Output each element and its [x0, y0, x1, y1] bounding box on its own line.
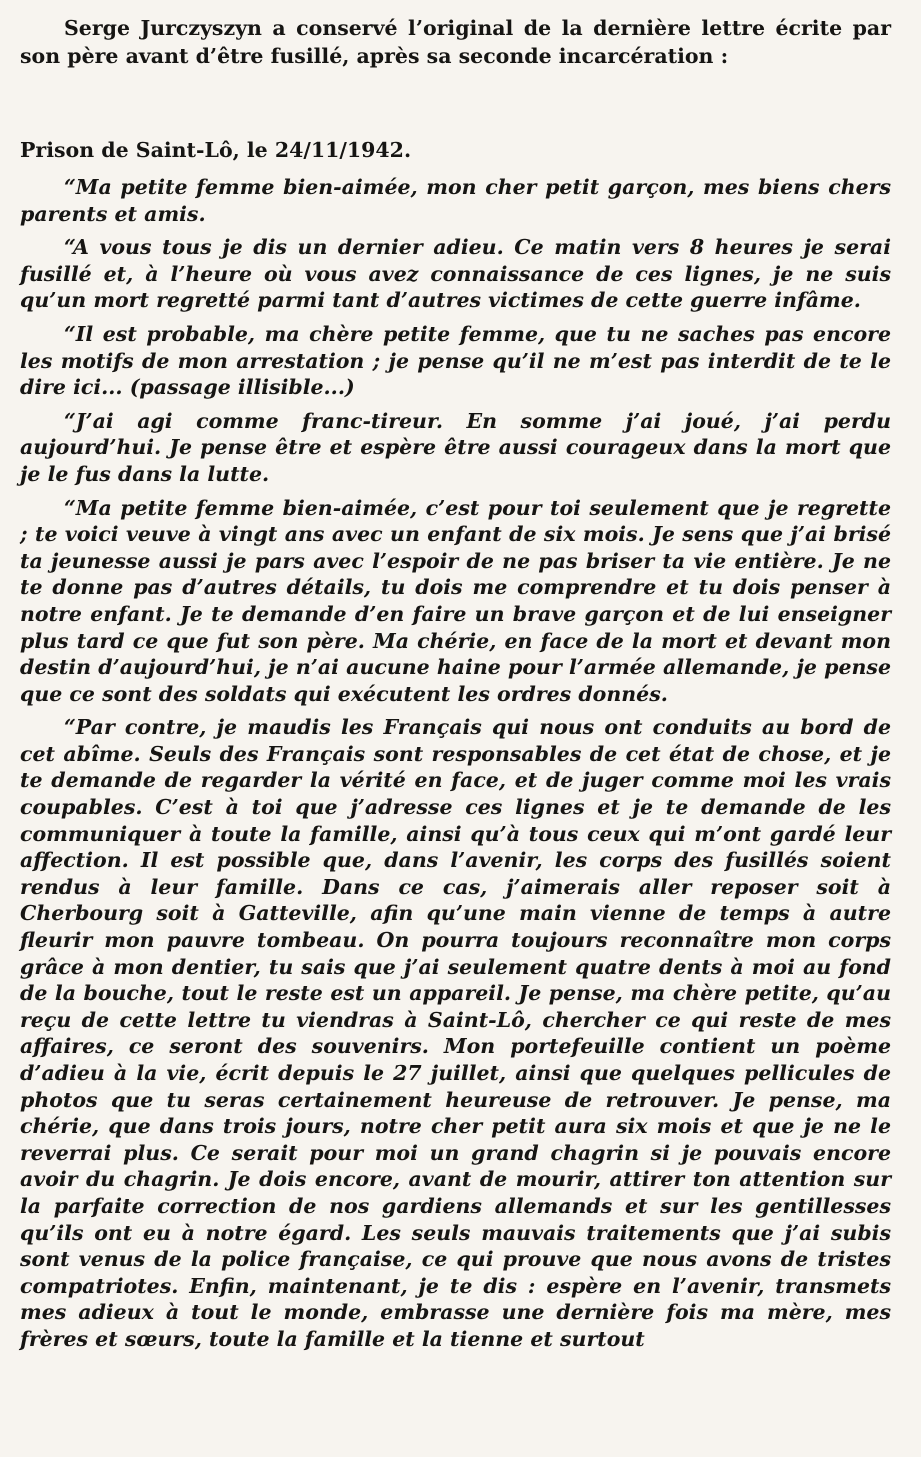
letter-paragraph: “A vous tous je dis un dernier adieu. Ce matin vers 8 heures je serai fusillé et, à l’heure où vous avez connaissance de ces lignes, je ne suis qu’un mort regretté parmi tant d’autres victimes de cette guerre infâme. — [20, 235, 891, 313]
letter-paragraph: “Ma petite femme bien-aimée, c’est pour toi seulement que je regrette ; te voici veuve à vingt ans avec un enfant de six mois. Je sens que j’ai brisé ta jeunesse aussi je pars avec l’espoir de ne pas briser ta vie entière. Je ne te donne pas d’autres détails, tu dois me comprendre et tu dois penser à notre enfant. Je te demande d’en faire un brave garçon et de lui enseigner plus tard ce que fut son père. Ma chérie, en face de la mort et devant mon destin d’aujourd’hui, je n’ai aucune haine pour l’armée allemande, je pense que ce sont des soldats qui exécutent les ordres donnés. — [20, 495, 891, 706]
letter-heading: Prison de Saint-Lô, le 24/11/1942. — [20, 138, 412, 162]
intro-paragraph: Serge Jurczyszyn a conservé l’original de la dernière lettre écrite par son père avant d’être fusillé, après sa seconde incarcération : — [20, 16, 891, 68]
letter-body — [20, 174, 891, 1353]
letter-paragraph: “Il est probable, ma chère petite femme, que tu ne saches pas encore les motifs de mon arrestation ; je pense qu’il ne m’est pas interdit de te le dire ici... (passage illisible...) — [20, 321, 891, 400]
letter-paragraph: “J’ai agi comme franc-tireur. En somme j’ai joué, j’ai perdu aujourd’hui. Je pense être et espère être aussi courageux dans la mort que je le fus dans la lutte. — [20, 408, 891, 486]
letter-paragraph: “Par contre, je maudis les Français qui nous ont conduits au bord de cet abîme. Seuls des Français sont responsables de cet état de chose, et je te demande de regarder la vérité en face, et de juger comme moi les vrais coupables. C’est à toi que j’adresse ces lignes et je te demande de les communiquer à toute la famille, ainsi qu’à tous ceux qui m’ont gardé leur affection. Il est possible que, dans l’avenir, les corps des fusillés soient rendus à leur famille. Dans ce cas, j’aimerais aller reposer soit à Cherbourg soit à Gatteville, afin qu’une main vienne de temps à autre fleurir mon pauvre tombeau. On pourra toujours reconnaître mon corps grâce à mon dentier, tu sais que j’ai seulement quatre dents à moi au fond de la bouche, tout le reste est un appareil. Je pense, ma chère petite, qu’au reçu de cette lettre tu viendras à Saint-Lô, chercher ce qui reste de mes affaires, ce seront des souvenirs. Mon portefeuille contient un poème d’adieu à la vie, écrit depuis le 27 juillet, ainsi que quelques pellicules de photos que tu seras certainement heureuse de retrouver. Je pense, ma chérie, que dans trois jours, notre cher petit aura six mois et que je ne le reverrai plus. Ce serait pour moi un grand chagrin si je pouvais encore avoir du chagrin. Je dois encore, avant de mourir, attirer ton attention sur la parfaite correction de nos gardiens allemands et sur les gentillesses qu’ils ont eu à notre égard. Les seuls mauvais traitements que j’ai subis sont venus de la police française, ce qui prouve que nous avons de tristes compatriotes. Enfin, maintenant, je te dis : espère en l’avenir, transmets mes adieux à tout le monde, embrasse une dernière fois ma mère, mes frères et sœurs, toute la famille et la tienne et surtout — [20, 715, 891, 1351]
letter-paragraph: “Ma petite femme bien-aimée, mon cher petit garçon, mes biens chers parents et amis. — [20, 175, 891, 226]
